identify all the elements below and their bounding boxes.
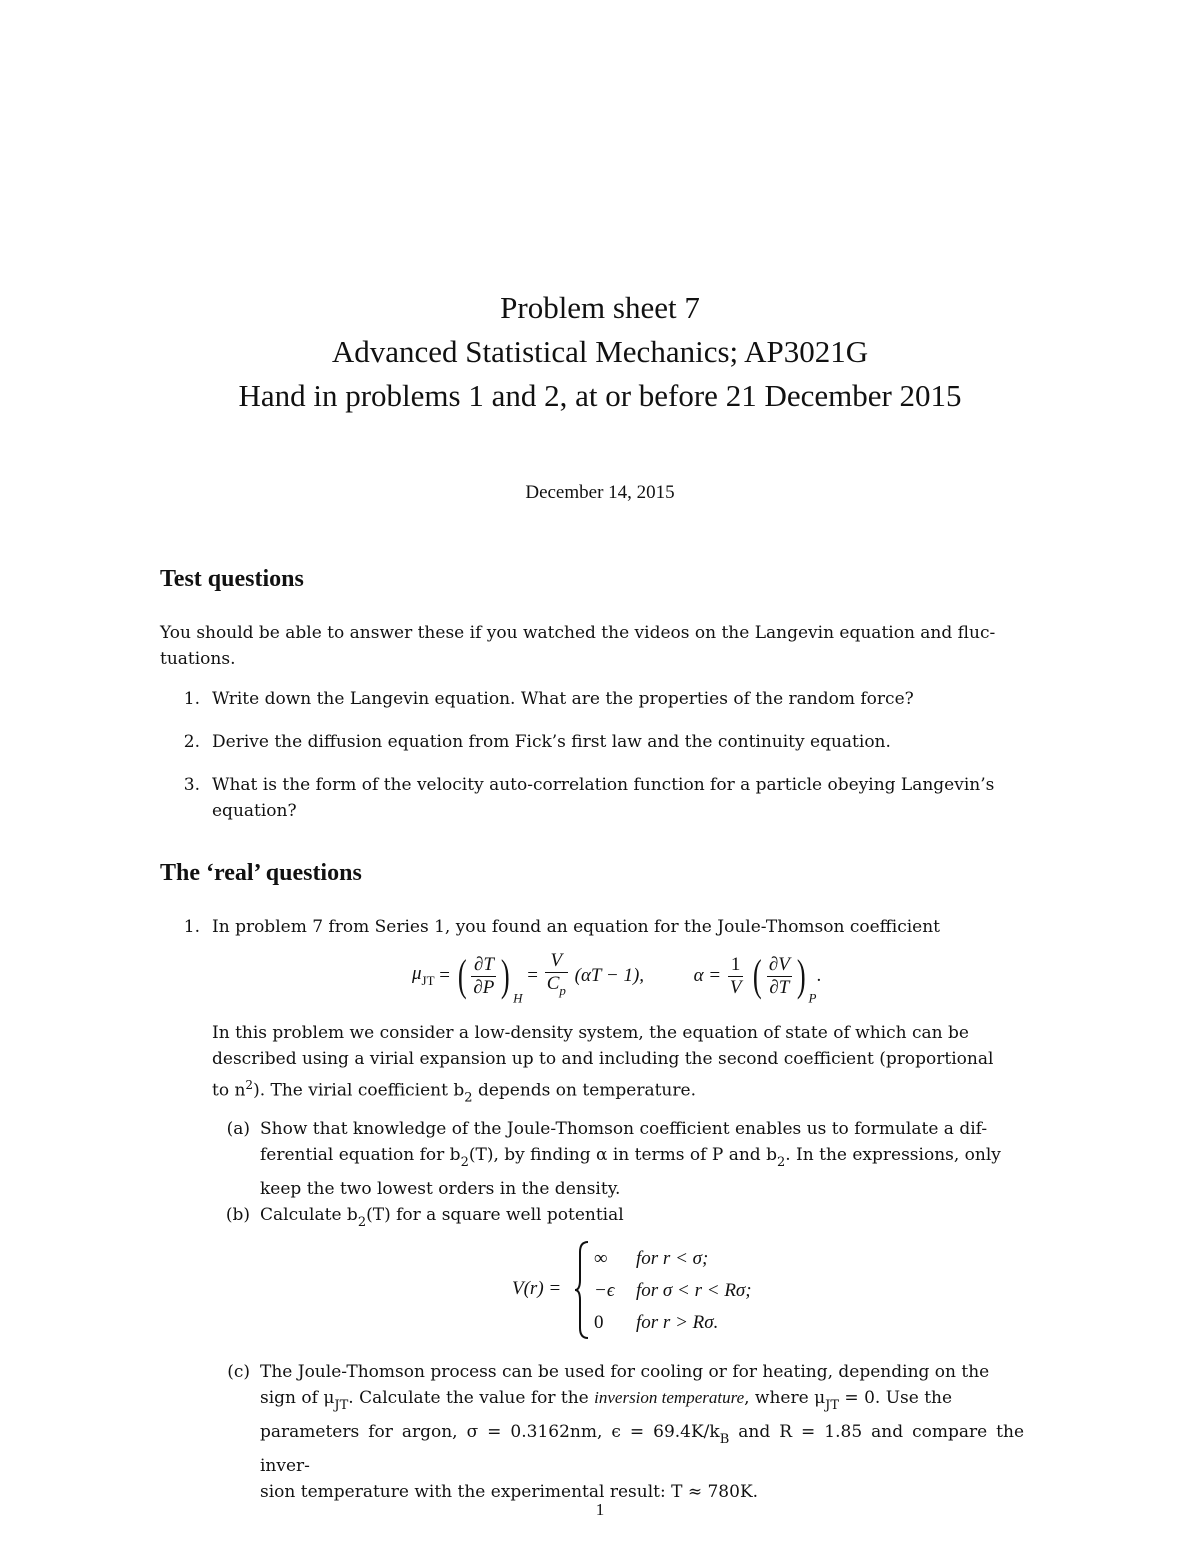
test-item-line1: What is the form of the velocity auto-correlation function for a particle obeying Langevin’s <box>212 775 995 795</box>
course-title: Advanced Statistical Mechanics; AP3021G <box>331 334 869 369</box>
page-number: 1 <box>595 1500 605 1519</box>
test-item-line2: equation? <box>212 801 297 821</box>
part-b-text: Calculate $b_2(T)$ for a square well potential <box>260 1205 624 1230</box>
title-block <box>0 286 1200 418</box>
test-item: Derive the diffusion equation from Fick’s first law and the continuity equation. <box>212 732 891 752</box>
test-item <box>212 772 1024 824</box>
part-a-label: (a) <box>226 1119 250 1139</box>
joule-thomson-equation: $\mu_{JT}$ = ( $\frac{\partial T}{\partial P}$ ) $_H$ = $\frac{V}{C_p}$ (αT − 1), α = $\frac{1}{V}$ ( $\frac{\partial V}{\partial T}$ ) $_P$. <box>412 950 822 1006</box>
case-row: −ϵ for σ < r < Rσ; <box>594 1280 752 1301</box>
document-date: December 14, 2015 <box>525 482 675 503</box>
test-questions-heading: Test questions <box>160 566 304 592</box>
cases-brace <box>574 1240 590 1340</box>
real-questions-heading: The ‘real’ questions <box>160 860 362 886</box>
test-item: Write down the Langevin equation. What are the properties of the random force? <box>212 689 914 709</box>
question-1-paragraph: In this problem we consider a low-density system, the equation of state of which can be described using a virial expansion up to and including the second coefficient (proportional to $n^2$). The virial coefficient $b_2$ depends on temperature. <box>212 1023 994 1106</box>
test-item-number: 2. <box>183 732 200 752</box>
test-intro-line2: tuations. <box>160 649 236 669</box>
sheet-title: Problem sheet 7 <box>500 290 700 325</box>
hand-in-instruction: Hand in problems 1 and 2, at or before 21 December 2015 <box>238 378 962 413</box>
test-item-number: 1. <box>183 689 200 709</box>
case-row: ∞ for r < σ; <box>594 1248 709 1269</box>
potential-lhs: V(r) = <box>512 1278 562 1299</box>
case-row: 0 for r > Rσ. <box>594 1312 719 1333</box>
part-b-label: (b) <box>225 1205 250 1225</box>
question-number: 1. <box>183 917 200 937</box>
test-intro-line1: You should be able to answer these if you watched the videos on the Langevin equation and fluc- <box>160 623 996 643</box>
part-c-label: (c) <box>227 1362 250 1382</box>
question-1-intro: In problem 7 from Series 1, you found an equation for the Joule-Thomson coefficient <box>212 917 940 937</box>
test-item-number: 3. <box>183 775 200 795</box>
test-intro <box>160 620 1022 672</box>
part-c-text: The Joule-Thomson process can be used for cooling or for heating, depending on the sign of $\mu_{JT}$. Calculate the value for the inversion temperature, where $\mu_{JT} = 0$. Use the parameters for argon, σ = 0.3162nm, $\epsilon = 69.4K/k_B$ and R = 1.85 and compare the inver- sion temperature with the experimental result: T ≈ 780K. <box>260 1362 1025 1502</box>
part-a-text: Show that knowledge of the Joule-Thomson coefficient enables us to formulate a dif- ferential equation for $b_2(T)$, by finding α in terms of P and $b_2$. In the expressions, only keep the two lowest orders in the density. <box>260 1119 1001 1199</box>
